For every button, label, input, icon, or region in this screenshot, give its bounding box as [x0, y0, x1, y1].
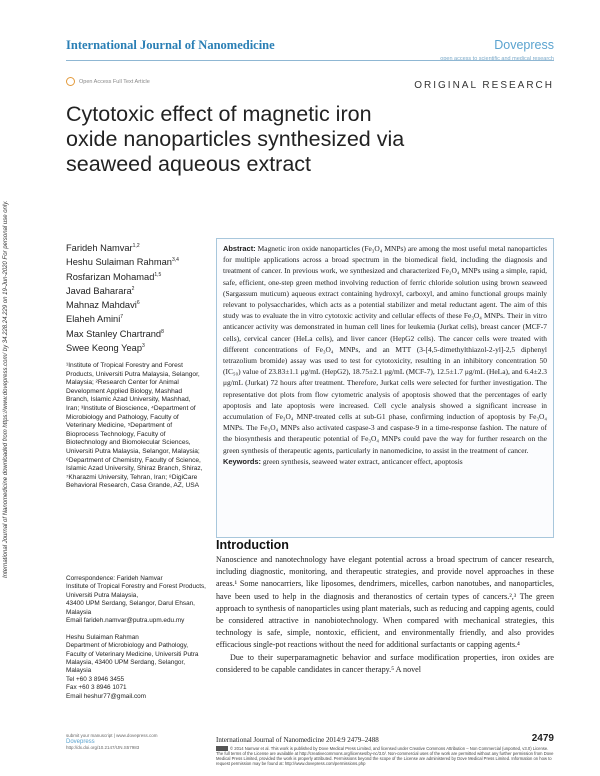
download-note-text: International Journal of Nanomedicine downloaded from https://www.dovepress.com/ by 34.228.24.229 on 19-Jun-2020 For personal use only. [3, 200, 9, 578]
doi-link[interactable]: http://dx.doi.org/10.2147/IJN.S57983 [66, 745, 140, 750]
article-title: Cytotoxic effect of magnetic iron oxide nanoparticles synthesized via seaweed aqueous extract [66, 102, 405, 176]
intro-paragraph: Nanoscience and nanotechnology have elegant potential across a broad spectrum of cancer research, including diagnostic, monitoring, and therapeutic strategies, and provide novel approaches in these areas.¹ Some nanocarriers, like liposomes, dendrimers, micelles, carbon nanotubes, and nanoparticles, have been used to help in the diagnosis and theranostics of certain types of cancers.²,³ The green approach to synthesis of nanoparticles using plant materials, such as reducing and capping agents, could be considered attractive in nanobiotechnology. When compared with mechanical strategies, this technology is safe, simple, nontoxic, efficient, and environmentally friendly, and also provides efficacious single-pot reactions without the need for additional surfactants or capping agents.⁴ [216, 555, 554, 650]
article-type: ORIGINAL RESEARCH [414, 80, 554, 91]
footer-publisher[interactable]: Dovepress [66, 739, 95, 745]
author-name[interactable]: Mahnaz Mahdavi$^6$ [66, 300, 140, 311]
author-name[interactable]: Max Stanley Chartrand$^8$ [66, 328, 164, 339]
license-text [216, 746, 554, 766]
abstract-box [216, 238, 554, 538]
publisher-tagline: open access to scientific and medical research [440, 56, 554, 62]
footer-left [66, 733, 157, 751]
publisher-logo[interactable]: Dovepress [494, 38, 554, 52]
abstract-text: Magnetic iron oxide nanoparticles (Fe₃O₄ MNPs) are among the most useful metal nanoparticles for multiple applications across a broad spectrum in the biomedical field, including the diagnosis and treatment of cancer. In previous work, we synthesized and characterized Fe₃O₄ MNPs using a simple, rapid, safe, efficient, one-step green method involving reduction of ferric chloride solution using brown seaweed (Sargassum muticum) aqueous extract containing hydroxyl, carboxyl, and amino functional groups mainly relevant to polysaccharides, which acts as a potential stabilizer and metal reductant agent. The aim of this study was to evaluate the in vitro cytotoxic activity and cellular effects of these Fe₃O₄ MNPs. Their in vitro anticancer activity was demonstrated in human cell lines for leukemia (Jurkat cells), breast cancer (MCF-7 cells), cervical cancer (HeLa cells), and liver cancer (HepG2 cells). The cancer cells were treated with different concentrations of Fe₃O₄ MNPs, and an MTT (3-[4,5-dimethylthiazol-2-yl]-2,5 diphenyl tetrazolium bromide) assay was used to test for cytotoxicity, resulting in an inhibitory concentration 50 (IC₅₀) value of 23.83±1.1 μg/mL (HepG2), 18.75±2.1 μg/mL (MCF-7), 12.5±1.7 μg/mL (HeLa), and 6.4±2.3 μg/mL (Jurkat) 72 hours after treatment. Therefore, Jurkat cells were selected for further investigation. The representative dot plots from flow cytometric analysis of apoptosis showed that the percentages of early apoptosis and late apoptosis were increased. Cell cycle analysis showed a significant increase in accumulation of Fe₃O₄ MNP-treated cells at sub-G1 phase, confirming induction of apoptosis by Fe₃O₄ MNPs. The Fe₃O₄ MNPs also activated caspase-3 and caspase-9 in a time-response fashion. The nature of the biosynthesis and therapeutic potential of Fe₃O₄ MNPs could pave the way for further research on the green synthesis of therapeutic agents, particularly in nanomedicine, to assist in the treatment of cancer. [223, 244, 547, 455]
correspondence: Correspondence: Farideh Namvar Institute of Tropical Forestry and Forest Products, Universiti Putra Malaysia, 43400 UPM Serdang, Selangor, Darul Ehsan, Malaysia Email farideh.namvar@putra.upm.edu.my Heshu Sulaiman Rahman Department of Microbiology and Pathology, Faculty of Veterinary Medicine, Universiti Putra Malaysia, 43400 UPM Serdang, Selangor, Malaysia Tel +60 3 8946 3455 Fax +60 3 8946 1071 Email heshur77@gmail.com [66, 575, 206, 700]
journal-name[interactable]: International Journal of Nanomedicine [66, 38, 275, 52]
download-note [3, 138, 31, 578]
author-name[interactable]: Elaheh Amini$^7$ [66, 314, 124, 325]
open-access-text: Open Access Full Text Article [79, 78, 150, 85]
keywords-text: green synthesis, seaweed water extract, anticancer effect, apoptosis [262, 456, 463, 466]
open-access-icon [66, 77, 75, 86]
page-number: 2479 [531, 733, 554, 744]
keywords [223, 456, 547, 467]
author-name[interactable]: Swee Keong Yeap$^3$ [66, 343, 145, 354]
author-name[interactable]: Rosfarizan Mohamad$^{1,5}$ [66, 271, 162, 282]
keywords-label: Keywords: [223, 456, 262, 466]
author-name[interactable]: Farideh Namvar$^{1,2}$ [66, 243, 140, 254]
header-rule [66, 60, 554, 61]
abstract-label: Abstract: [223, 244, 256, 253]
affiliations: ¹Institute of Tropical Forestry and Forest Products, Universiti Putra Malaysia, Selangor, Malaysia; ²Research Center for Animal Development Applied Biology, Mashhad Branch, Islamic Azad University, Mashhad, Iran; ³Institute of Bioscience, ⁴Department of Microbiology and Pathology, Faculty of Veterinary Medicine, ⁵Department of Bioprocess Technology, Faculty of Biotechnology and Biomolecular Sciences, Universiti Putra Malaysia, Selangor, Malaysia; ⁶Department of Chemistry, Faculty of Science, Islamic Azad University, Shiraz Branch, Shiraz, ⁷Kharazmi University, Tehran, Iran; ⁸DigiCare Behavioral Research, Casa Grande, AZ, USA [66, 362, 203, 490]
introduction-body [216, 554, 554, 676]
intro-paragraph: Due to their superparamagnetic behavior and surface modification properties, iron oxides are considered to be capable candidates in cancer therapy.⁵ A novel [216, 652, 554, 674]
author-list [66, 240, 179, 354]
author-name[interactable]: Heshu Sulaiman Rahman$^{3,4}$ [66, 257, 179, 268]
section-heading-introduction: Introduction [216, 538, 289, 552]
open-access-label[interactable] [66, 77, 150, 86]
citation: International Journal of Nanomedicine 2014:9 2479–2488 [216, 736, 379, 744]
submit-link[interactable]: submit your manuscript | www.dovepress.com [66, 733, 158, 738]
author-name[interactable]: Javad Baharara$^2$ [66, 285, 135, 296]
license-body: © 2014 Namvar et al. This work is published by Dove Medical Press Limited, and licensed under Creative Commons Attribution – Non Commercial (unported, v3.0) License. The full terms of the License are available at http://creativecommons.org/licenses/by-nc/3.0/. Non-commercial uses of the work are permitted without any further permission from Dove Medical Press Limited, provided the work is properly attributed. Permissions beyond the scope of the License are administered by Dove Medical Press Limited. Information on how to request permission may be found at: http://www.dovepress.com/permissions.php [216, 746, 554, 767]
